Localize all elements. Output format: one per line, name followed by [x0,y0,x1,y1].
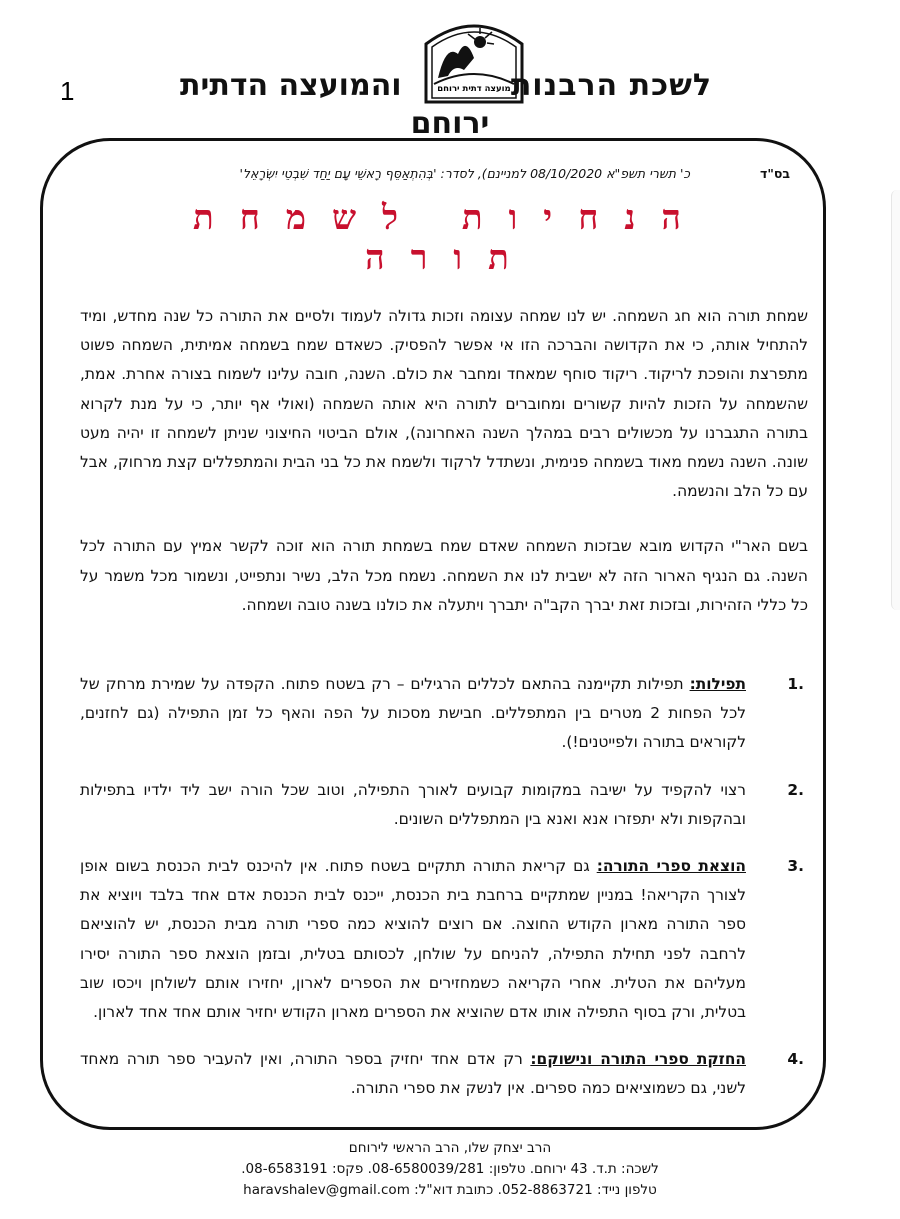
date-and-parasha: כ' תשרי תשפ"א 08/10/2020 למניינם), לסדר: 'בְּהִתְאַסֵּף רָאשֵׁי עָם יַחַד שִׁבְטֵי יִשְׂרָאֵל' [239,166,691,181]
item-number: .1 [787,675,804,694]
second-paragraph: בשם האר"י הקדוש מובא שבזכות השמחה שאדם שמח בשמחת תורה הוא זוכה לקשר אמיץ עם התורה לכל השנה. גם הנגיף הארור הזה לא ישבית לנו את השמחה. נשמח מכל הלב, נשיר ונתפייט, ונשמור מכל משמר על כל כללי הזהירות, ובזכות זאת יברך הקב"ה יתברך ויתעלה את כולנו בשנה טובה ושמחה. [80,537,808,614]
scrollbar[interactable] [891,190,900,610]
item-text [80,1045,746,1103]
list-item [80,1045,808,1103]
date-line [110,166,790,181]
item-number: .2 [787,780,804,799]
list-item [80,670,808,758]
header-council: והמועצה הדתית [180,68,402,103]
bsd-mark: בס"ד [760,166,790,181]
item-number: .3 [787,857,804,876]
item-heading: החזקת ספרי התורה ונישוקם: [530,1050,746,1069]
item-text [80,670,746,758]
logo-text: מועצה דתית ירוחם [437,84,511,94]
item-heading: תפילות: [689,675,746,694]
header-city: ירוחם [410,106,490,141]
item-body: רק אדם אחד יחזיק בספר התורה, ואין להעביר ספר תורה מאחד לשני, גם כשמוציאים כמה ספרים. אין לנשק את ספרי התורה. [80,1050,746,1098]
page-title: הנחיות לשמחת תורה [193,198,707,278]
item-heading: הוצאת ספרי התורה: [596,857,746,876]
footer-contact: טלפון נייד: 052-8863721. כתובת דוא"ל: haravshalev@gmail.com [243,1182,657,1198]
item-text [80,852,746,1027]
item-body: תפילות תקיימנה בהתאם לכללים הרגילים – רק בשטח פתוח. הקפדה על שמירת מרחק של לכל הפחות 2 מטרים בין המתפללים. חבישת מסכות על הפה והאף כל זמן התפילה (גם לחזנים, לקוראים בתורה ולפייטנים!). [80,675,746,752]
footer [200,1138,700,1201]
item-body: גם קריאת התורה תתקיים בשטח פתוח. אין להיכנס לבית הכנסת בשום אופן לצורך הקריאה! במניין שמתקיים ברחבת בית הכנסת, ייכנס לבית הכנסת אדם אחד בלבד ויוציא את ספר התורה מארון הקודש החוצה. אם רוצים להוציא כמה ספרי תורה מבית הכנסת, יש להוציאם לרחבה לפני תחילת התפילה, להניחם על שולחן, לכסותם בטלית, ובזמן הוצאת ספר התורה יסירו מעליהם את הטלית. אחרי הקריאה כשמחזירים את הספרים לארון, יחזירו אותם לשולחן ויכסו שוב בטלית, ורק בסוף התפילה אותו אדם שהוציא את הספרים מארון הקודש יחזיר אותם אחד אחד לארון. [80,857,746,1022]
item-number: .4 [787,1050,804,1069]
guidelines-list [80,670,808,1104]
item-body: רצוי להקפיד על ישיבה במקומות קבועים לאורך התפילה, וטוב שכל הורה ישב ליד ילדיו בתפילות ובהקפות ולא יתפזרו אנא ואנא בין המתפללים השונים. [80,780,746,828]
page-number: 1 [60,76,75,106]
list-item [80,776,808,834]
intro-paragraph: שמחת תורה הוא חג השמחה. יש לנו שמחה עצומה וזכות גדולה לעמוד ולסיים את התורה כל שנה מחדש, ומיד להתחיל אותה, כי את הקדושה והברכה הזו אי אפשר להפסיק. כשאדם שמח בשמחה אמיתית, השמחה פשוט מתפרצת והופכת לריקוד. ריקוד סוחף שמאחד ומחבר את כולם. השנה, חובה עלינו לשמוח בצורה אחרת. אמת, שהשמחה על הזכות להיות קשורים ומחוברים לתורה היא אותה השמחה (ואולי אף יותר, כי על מנת לקרוא בתורה התגברנו על מכשולים רבים במהלך השנה האחרונה), אולם הביטוי החיצוני שניתן לשמחה זו יהיה מעט שונה. השנה נשמח מאוד בשמחה פנימית, ונשתדל לרקוד ולשמח את כל בני הבית והמתפללים קצת מרחוק, אבל עם כל הלב והנשמה. [80,307,808,501]
footer-office: לשכה: ת.ד. 43 ירוחם. טלפון: 08-6580039/281. פקס: 08-6583191. [241,1161,659,1177]
list-item [80,852,808,1027]
header-rabbinate: לשכת הרבנות [510,68,712,103]
footer-signature: הרב יצחק שלו, הרב הראשי לירוחם [348,1140,552,1156]
document-body [80,302,808,1122]
item-text [80,776,746,834]
